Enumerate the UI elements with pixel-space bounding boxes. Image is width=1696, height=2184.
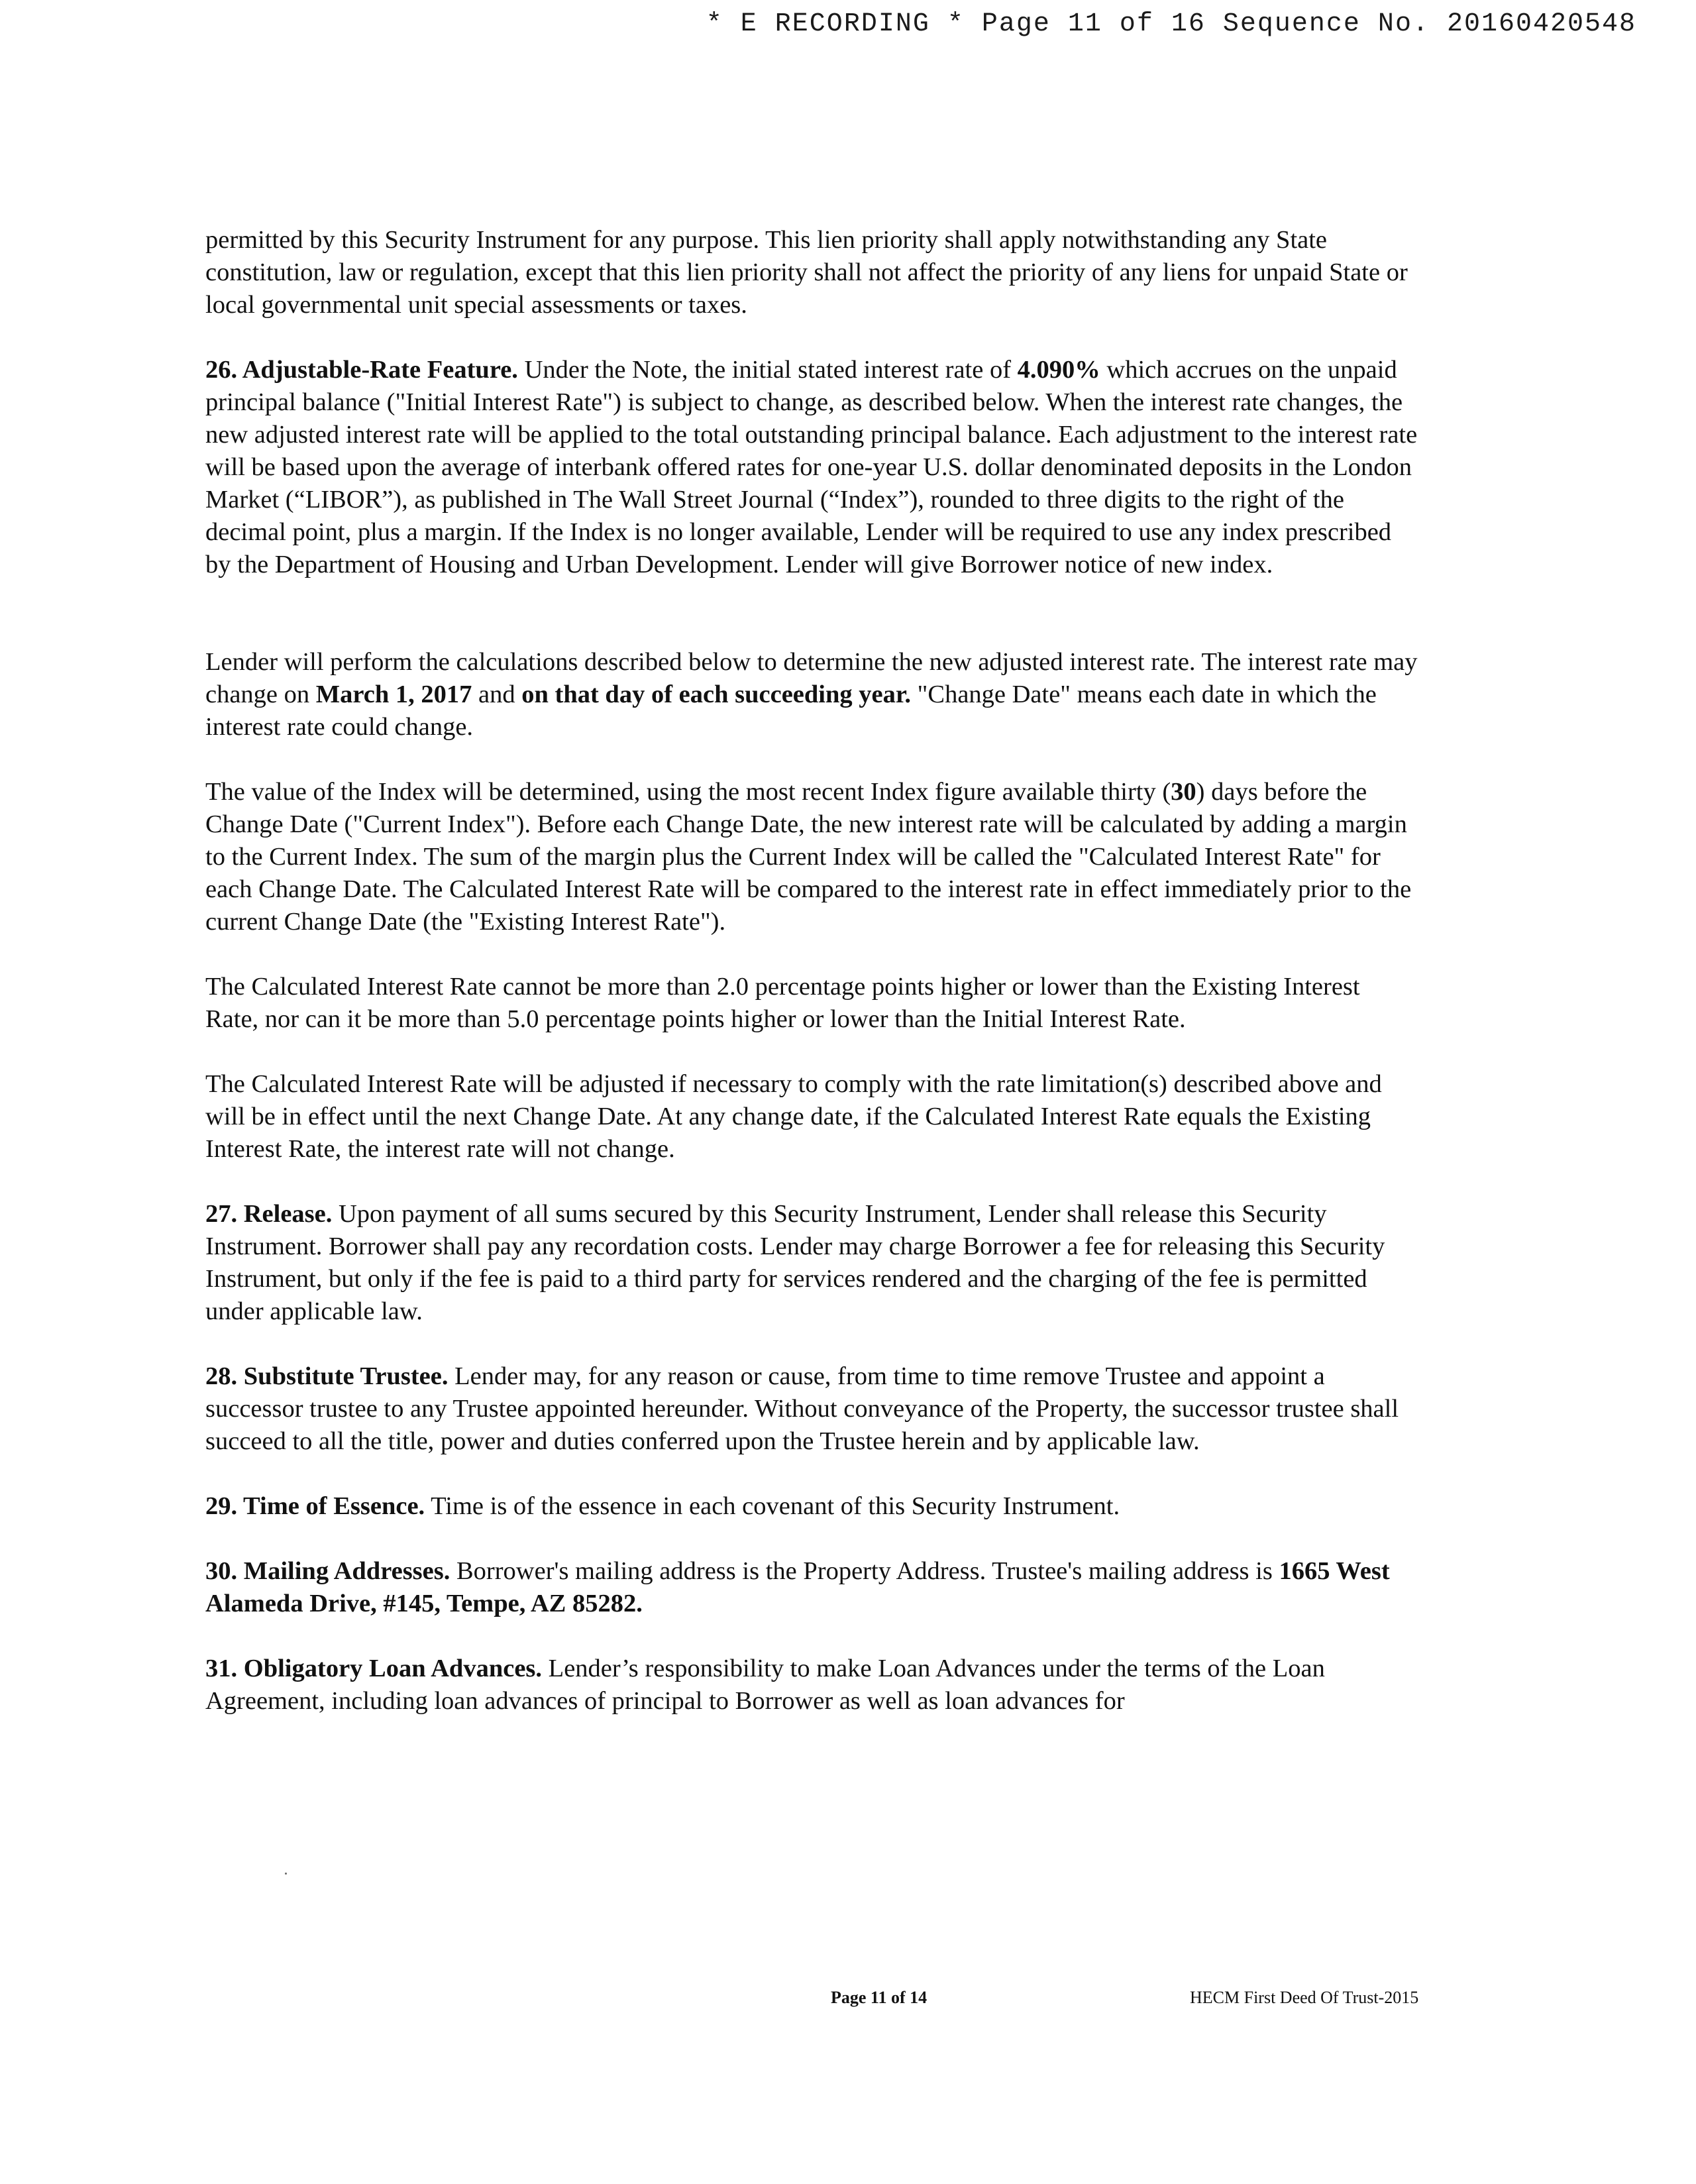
section-26-text-b: which accrues on the unpaid principal balance ("Initial Interest Rate") is subject to change, as described below. When the interest rate changes, the new adjusted interest rate will be applied to the total outstanding principal balance. Each adjustment to the interest rate will be based upon the average of interbank offered rates for one-year U.S. dollar denominated deposits in the London Market (“LIBOR”), as published in The Wall Street Journal (“Index”), rounded to three digits to the right of the decimal point, plus a margin. If the Index is no longer available, Lender will be required to use any index prescribed by the Department of Housing and Urban Development. Lender will give Borrower notice of new index.: [205, 356, 1418, 578]
section-31-heading: 31. Obligatory Loan Advances.: [205, 1655, 543, 1682]
section-28-substitute-trustee: [205, 1360, 1418, 1458]
section-30-mailing-addresses: [205, 1555, 1418, 1620]
section-28-heading: 28. Substitute Trustee.: [205, 1362, 449, 1390]
section-31-text: Lender’s responsibility to make Loan Advances under the terms of the Loan Agreement, including loan advances of principal to Borrower as well as loan advances for: [205, 1655, 1325, 1715]
calculation-text-b: and: [472, 681, 522, 708]
section-26-heading: 26. Adjustable-Rate Feature.: [205, 356, 518, 384]
intro-paragraph: permitted by this Security Instrument for any purpose. This lien priority shall apply notwithstanding any State constitution, law or regulation, except that this lien priority shall not affect the priority of any liens for unpaid State or local governmental unit special assessments or taxes.: [205, 226, 1408, 319]
section-27-release: [205, 1198, 1418, 1328]
footer-form-name: HECM First Deed Of Trust-2015: [1190, 1988, 1419, 2007]
first-change-date: March 1, 2017: [315, 681, 472, 708]
trustee-address: 1665 West Alameda Drive, #145, Tempe, AZ 85282.: [205, 1557, 1390, 1617]
section-26-adjustable-rate: [205, 354, 1418, 581]
calculation-text-c: "Change Date" means each date in which the interest rate could change.: [205, 681, 1377, 741]
index-days: 30: [1171, 778, 1196, 806]
section-27-text: Upon payment of all sums secured by this Security Instrument, Lender shall release this Security Instrument. Borrower shall pay any recordation costs. Lender may charge Borrower a fee for releasing this Security Instrument, but only if the fee is paid to a third party for services rendered and the charging of the fee is permitted under applicable law.: [205, 1200, 1385, 1325]
rate-limits-paragraph: The Calculated Interest Rate cannot be more than 2.0 percentage points higher or lower than the Existing Interest Rate, nor can it be more than 5.0 percentage points higher or lower than the Initial Interest Rate.: [205, 973, 1360, 1033]
calculation-paragraph: [205, 646, 1418, 743]
calculation-text-a: Lender will perform the calculations described below to determine the new adjusted interest rate. The interest rate may change on: [205, 648, 1418, 708]
index-text-b: ) days before the Change Date ("Current Index"). Before each Change Date, the new interest rate will be calculated by adding a margin to the Current Index. The sum of the margin plus the Current Index will be called the "Calculated Interest Rate" for each Change Date. The Calculated Interest Rate will be compared to the interest rate in effect immediately prior to the current Change Date (the "Existing Interest Rate").: [205, 778, 1412, 936]
section-29-text: Time is of the essence in each covenant of this Security Instrument.: [425, 1492, 1120, 1520]
rate-adjusted-paragraph: The Calculated Interest Rate will be adjusted if necessary to comply with the rate limitation(s) described above and will be in effect until the next Change Date. At any change date, if the Calculated Interest Rate equals the Existing Interest Rate, the interest rate will not change.: [205, 1070, 1382, 1163]
scan-speck: [285, 1873, 287, 1875]
section-28-text: Lender may, for any reason or cause, from time to time remove Trustee and appoint a successor trustee to any Trustee appointed hereunder. Without conveyance of the Property, the successor trustee shall succeed to all the title, power and duties conferred upon the Trustee herein and by applicable law.: [205, 1362, 1399, 1455]
section-31-obligatory-advances: [205, 1653, 1418, 1718]
initial-interest-rate: 4.090%: [1017, 356, 1100, 384]
footer-page-number: Page 11 of 14: [831, 1988, 928, 2007]
section-29-heading: 29. Time of Essence.: [205, 1492, 425, 1520]
section-27-heading: 27. Release.: [205, 1200, 333, 1228]
section-30-heading: 30. Mailing Addresses.: [205, 1557, 450, 1585]
index-paragraph: [205, 776, 1418, 938]
document-body: [205, 224, 1418, 1718]
section-30-text: Borrower's mailing address is the Property Address. Trustee's mailing address is: [450, 1557, 1279, 1585]
index-text-a: The value of the Index will be determined, using the most recent Index figure available thirty (: [205, 778, 1171, 806]
section-26-text-a: Under the Note, the initial stated interest rate of: [517, 356, 1018, 384]
change-recurrence: on that day of each succeeding year.: [521, 681, 912, 708]
section-29-time-of-essence: [205, 1490, 1418, 1523]
recording-stamp: * E RECORDING * Page 11 of 16 Sequence No. 20160420548: [706, 9, 1636, 39]
